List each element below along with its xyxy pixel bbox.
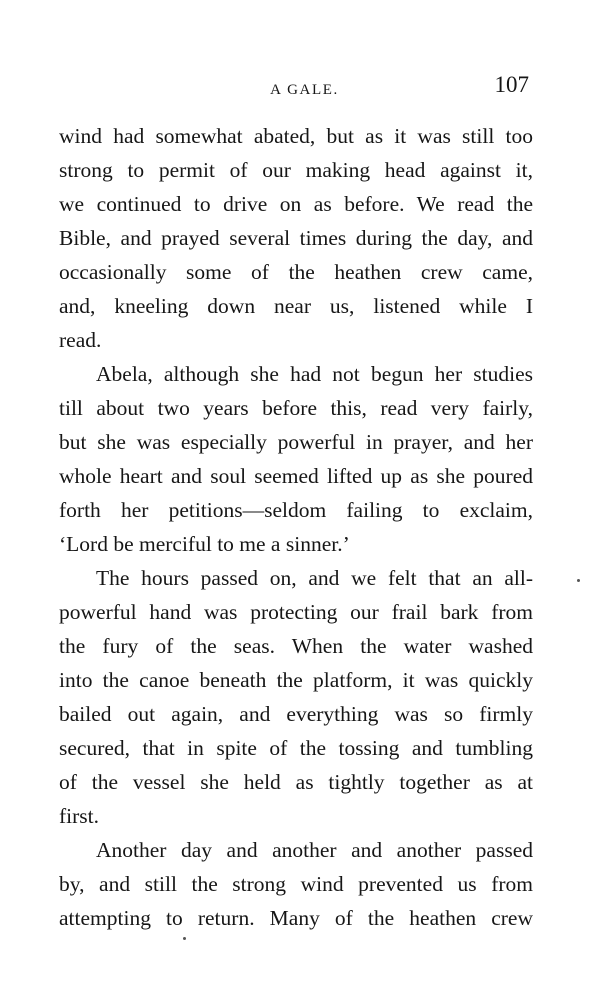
text-line: into the canoe beneath the platform, it was quickly [59,668,533,692]
text-line: Bible, and prayed several times during the day, and [59,226,533,250]
text-line: whole heart and soul seemed lifted up as she poured [59,464,533,488]
text-line: of the vessel she held as tightly together as at [59,770,533,794]
text-line: bailed out again, and everything was so firmly [59,702,533,726]
ink-speck [577,579,580,582]
page-number: 107 [494,72,529,97]
text-line: occasionally some of the heathen crew came, [59,260,533,284]
text-line: attempting to return. Many of the heathen crew [59,906,533,930]
text-line: Another day and another and another passed [96,838,533,862]
text-line: forth her petitions—seldom failing to exclaim, [59,498,533,522]
text-line: Abela, although she had not begun her studies [96,362,533,386]
text-line: by, and still the strong wind prevented us from [59,872,533,896]
text-line: till about two years before this, read very fairly, [59,396,533,420]
text-line: secured, that in spite of the tossing and tumbling [59,736,533,760]
text-line: The hours passed on, and we felt that an all- [96,566,533,590]
text-line: powerful hand was protecting our frail bark from [59,600,533,624]
text-line: the fury of the seas. When the water washed [59,634,533,658]
text-line: strong to permit of our making head against it, [59,158,533,182]
text-line: we continued to drive on as before. We read the [59,192,533,216]
text-line: read. [59,328,102,352]
text-line: and, kneeling down near us, listened while I [59,294,533,318]
ink-speck [183,937,186,940]
running-title: A GALE. [270,82,339,98]
text-line: ‘Lord be merciful to me a sinner.’ [59,532,350,556]
text-line: but she was especially powerful in prayer, and her [59,430,533,454]
text-line: wind had somewhat abated, but as it was still too [59,124,533,148]
text-line: first. [59,804,100,828]
